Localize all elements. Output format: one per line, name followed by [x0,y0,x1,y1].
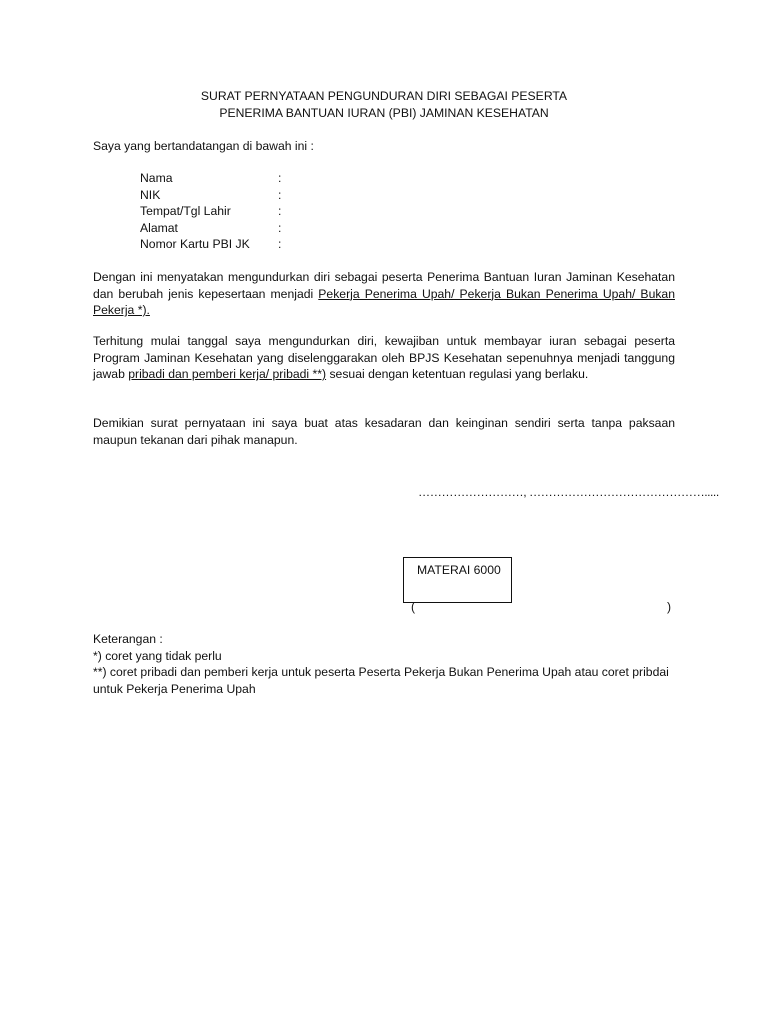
membership-options: Pekerja Penerima Upah/ Pekerja Bukan Penerima Upah/ Bukan Pekerja *). [93,286,675,317]
field-row-card-number [140,236,340,253]
field-label: NIK [140,187,161,202]
field-label: Nama [140,171,173,185]
paragraph-text: Terhitung mulai tanggal saya mengundurkan diri, kewajiban untuk membayar iuran sebagai peserta Program Jaminan Kesehatan yang diselenggarakan oleh BPJS Kesehatan sepenuhnya menjadi tanggung jawab [93,334,675,381]
field-label: Alamat [140,220,178,235]
notes-heading: Keterangan : [93,632,163,646]
title-line-1: SURAT PERNYATAAN PENGUNDURAN DIRI SEBAGAI PESERTA [200,89,568,103]
field-label: Tempat/Tgl Lahir [140,204,231,218]
field-label: Nomor Kartu PBI JK [140,237,250,251]
note-item: *) coret yang tidak perlu [93,648,222,663]
identity-fields [140,170,340,253]
field-row-name [140,170,340,187]
field-colon: : [278,171,282,185]
document-title [0,88,768,121]
field-colon: : [278,204,282,218]
paragraph-text-end: sesuai dengan ketentuan regulasi yang berlaku. [326,367,589,381]
paragraph-obligation [93,333,675,383]
field-colon: : [278,187,282,202]
stamp-label: MATERAI 6000 [417,563,501,577]
intro-text: Saya yang bertandatangan di bawah ini : [93,139,314,153]
paragraph-statement [93,269,675,319]
field-colon: : [278,220,282,235]
signature-paren-open: ( [411,600,416,614]
paragraph-declaration: Demikian surat pernyataan ini saya buat atas kesadaran dan keinginan sendiri serta tanpa paksaan maupun tekanan dari pihak manapun. [93,416,675,447]
title-line-2: PENERIMA BANTUAN IURAN (PBI) JAMINAN KESEHATAN [219,105,549,120]
stamp-box [403,557,512,603]
paragraph-text: Dengan ini menyatakan mengundurkan diri sebagai peserta Penerima Bantuan Iuran Jaminan Kesehatan dan berubah jenis kepesertaan menjadi [93,270,675,301]
place-date-line: ………………………, ………………………………………..... [418,485,719,499]
field-row-nik [140,187,340,204]
signature-paren-close: ) [667,600,672,614]
notes-section [93,631,693,697]
responsibility-options: pribadi dan pemberi kerja/ pribadi **) [128,367,327,381]
field-row-birth [140,203,340,220]
field-row-address [140,220,340,237]
field-colon: : [278,237,282,251]
note-item: **) coret pribadi dan pemberi kerja untuk peserta Peserta Pekerja Bukan Penerima Upah atau coret pribdai untuk Pekerja Penerima Upah [93,665,669,696]
